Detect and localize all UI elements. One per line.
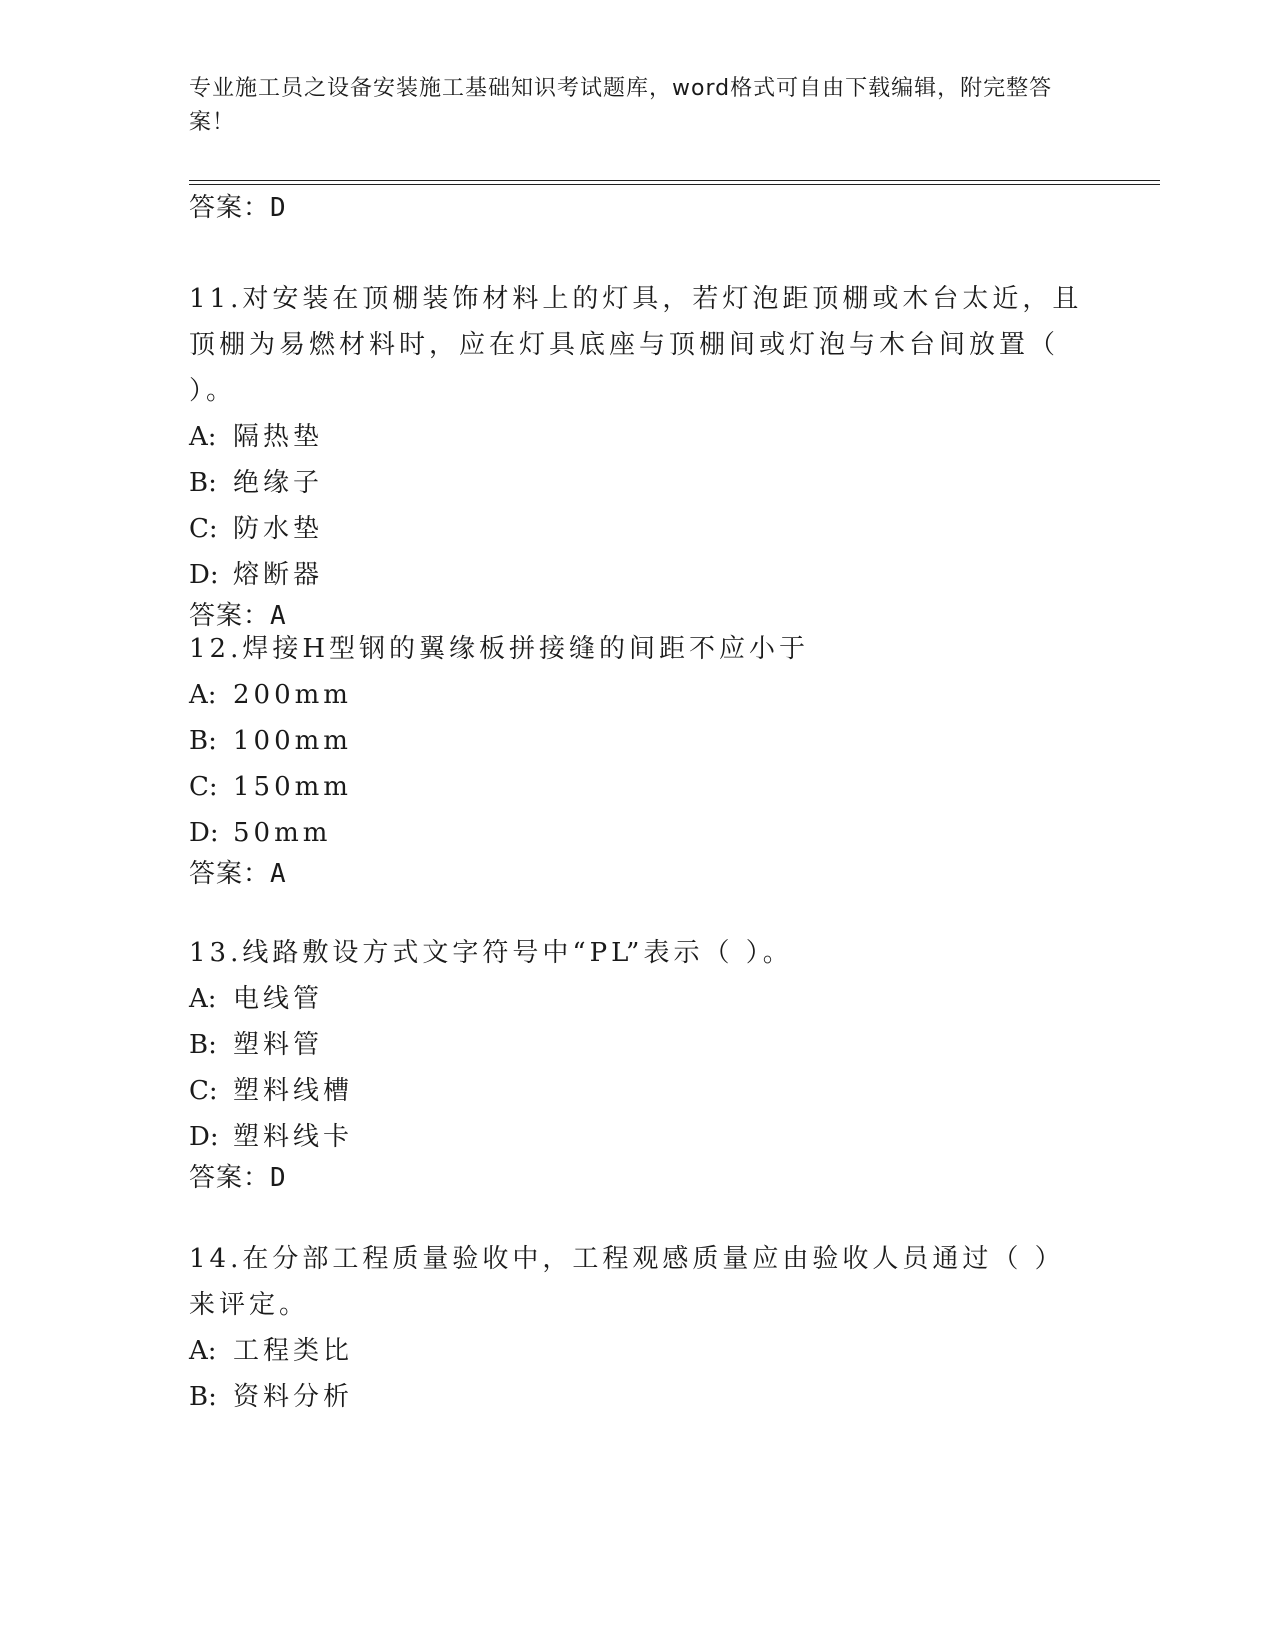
option-text: 50mm [233,818,332,848]
option-label: C: [189,1076,218,1106]
document-header: 专业施工员之设备安装施工基础知识考试题库，word格式可自由下载编辑，附完整答案！ [189,76,1053,135]
question-stem: 12.焊接H型钢的翼缘板拼接缝的间距不应小于 [189,634,810,664]
option-label: D: [189,818,219,848]
option-text: 防水垫 [233,514,324,544]
option-a [189,976,1089,1022]
option-label: A: [189,680,217,710]
header-divider-bottom [189,184,1160,185]
option-label: A: [189,1336,217,1366]
option-b [189,1022,1089,1068]
question-stem: 13.线路敷设方式文字符号中“PL”表示（ ）。 [189,938,793,968]
option-a [189,672,1089,718]
option-text: 电线管 [233,984,324,1014]
option-label: B: [189,1382,217,1412]
option-label: D: [189,1122,219,1152]
option-text: 工程类比 [233,1336,354,1366]
option-text: 塑料线卡 [233,1122,354,1152]
option-label: B: [189,726,217,756]
option-text: 熔断器 [233,560,324,590]
option-d [189,1114,1089,1160]
question-11 [189,276,1089,634]
option-text: 绝缘子 [233,468,324,498]
option-d [189,810,1089,856]
option-c [189,506,1089,552]
question-stem: 11.对安装在顶棚装饰材料上的灯具，若灯泡距顶棚或木台太近，且顶棚为易燃材料时，应在灯具底座与顶棚间或灯泡与木台间放置（ ）。 [189,284,1083,406]
question-14 [189,1236,1089,1420]
question-stem: 14.在分部工程质量验收中，工程观感质量应由验收人员通过（ ）来评定。 [189,1244,1065,1320]
option-d [189,552,1089,598]
option-b [189,460,1089,506]
prev-answer: 答案：D [189,193,287,223]
option-text: 150mm [233,772,352,802]
option-b [189,718,1089,764]
option-text: 塑料线槽 [233,1076,354,1106]
option-label: A: [189,984,217,1014]
option-label: B: [189,468,217,498]
option-label: B: [189,1030,217,1060]
question-12 [189,626,1089,892]
option-text: 200mm [233,680,352,710]
option-label: C: [189,514,218,544]
option-a [189,1328,1089,1374]
option-a [189,414,1089,460]
question-answer: 答案：A [189,601,287,631]
option-label: D: [189,560,219,590]
option-text: 塑料管 [233,1030,324,1060]
option-text: 隔热垫 [233,422,324,452]
question-13 [189,930,1089,1196]
option-text: 资料分析 [233,1382,354,1412]
option-text: 100mm [233,726,352,756]
option-c [189,1068,1089,1114]
header-divider-top [189,180,1160,181]
option-c [189,764,1089,810]
option-label: C: [189,772,218,802]
question-answer: 答案：D [189,1163,287,1193]
option-label: A: [189,422,217,452]
question-answer: 答案：A [189,859,287,889]
option-b [189,1374,1089,1420]
